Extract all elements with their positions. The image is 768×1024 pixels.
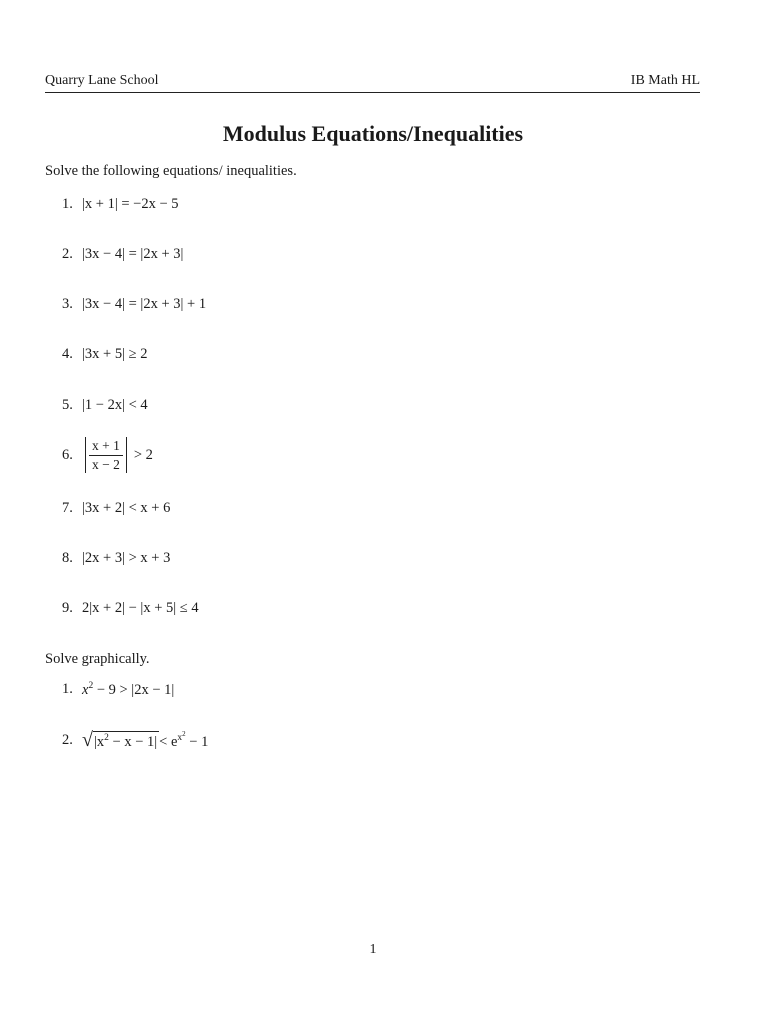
exponent-group — [177, 730, 186, 744]
page-header — [45, 72, 700, 93]
problem-2 — [62, 246, 183, 263]
abs-bar-right — [126, 437, 127, 473]
problem-number: 7. — [62, 500, 73, 516]
problem-number: 1. — [62, 196, 73, 212]
problem-8 — [62, 550, 170, 567]
problem-number: 8. — [62, 550, 73, 566]
problem-number: 1. — [62, 681, 73, 698]
radicand-pre: |x — [93, 733, 105, 750]
fraction-numerator: x + 1 — [89, 438, 123, 456]
problem-6 — [62, 437, 153, 473]
problem-number: 4. — [62, 346, 73, 362]
problem-4 — [62, 346, 147, 363]
absolute-fraction — [82, 437, 130, 473]
school-name: Quarry Lane School — [45, 73, 159, 88]
radicand — [93, 731, 159, 751]
problem-expression: |3x − 4| = |2x + 3| + 1 — [82, 296, 207, 312]
expr-base: x — [82, 681, 89, 698]
abs-bar-left — [85, 437, 86, 473]
expr-rest: − 9 > |2x − 1| — [93, 681, 175, 698]
rest-pre: < e — [159, 733, 178, 750]
problem-expression: |3x + 5| ≥ 2 — [82, 346, 148, 362]
problem-7 — [62, 500, 170, 517]
section1-instruction: Solve the following equations/ inequalities. — [45, 163, 297, 179]
problem-number: 3. — [62, 296, 73, 312]
problem-number: 9. — [62, 600, 73, 616]
radical-sign-icon: √ — [82, 728, 93, 751]
problem-expression — [82, 681, 174, 699]
problem-expression: |x + 1| = −2x − 5 — [82, 196, 179, 212]
problem-expression: |2x + 3| > x + 3 — [82, 550, 171, 566]
problem-expression-rest — [159, 730, 208, 751]
expr-exponent: 2 — [88, 681, 94, 691]
problem-number: 2. — [62, 731, 73, 748]
problem-5 — [62, 397, 148, 414]
problem-1 — [62, 196, 179, 213]
problem-number: 6. — [62, 446, 73, 463]
fraction — [89, 438, 123, 473]
fraction-denominator: x − 2 — [92, 456, 120, 472]
section2-instruction: Solve graphically. — [45, 651, 150, 667]
course-name: IB Math HL — [630, 73, 700, 88]
rest-post: − 1 — [185, 733, 209, 750]
problem-expression: 2|x + 2| − |x + 5| ≤ 4 — [82, 600, 199, 616]
graphical-problem-2 — [62, 730, 208, 751]
square-root — [82, 728, 159, 751]
problem-9 — [62, 600, 199, 617]
problem-number: 2. — [62, 246, 73, 262]
exponent-base: x — [177, 733, 183, 744]
radicand-exponent: 2 — [104, 732, 109, 743]
problem-number: 5. — [62, 397, 73, 413]
problem-expression: |3x + 2| < x + 6 — [82, 500, 171, 516]
page-number: 1 — [369, 942, 377, 957]
problem-expression-rest: > 2 — [133, 446, 153, 463]
graphical-problem-1 — [62, 681, 174, 699]
problem-expression: |1 − 2x| < 4 — [82, 397, 148, 413]
page-title: Modulus Equations/Inequalities — [222, 121, 524, 146]
exponent-exponent: 2 — [182, 730, 186, 738]
problem-3 — [62, 296, 206, 313]
radicand-post: − x − 1| — [108, 733, 158, 750]
problem-expression: |3x − 4| = |2x + 3| — [82, 246, 184, 262]
